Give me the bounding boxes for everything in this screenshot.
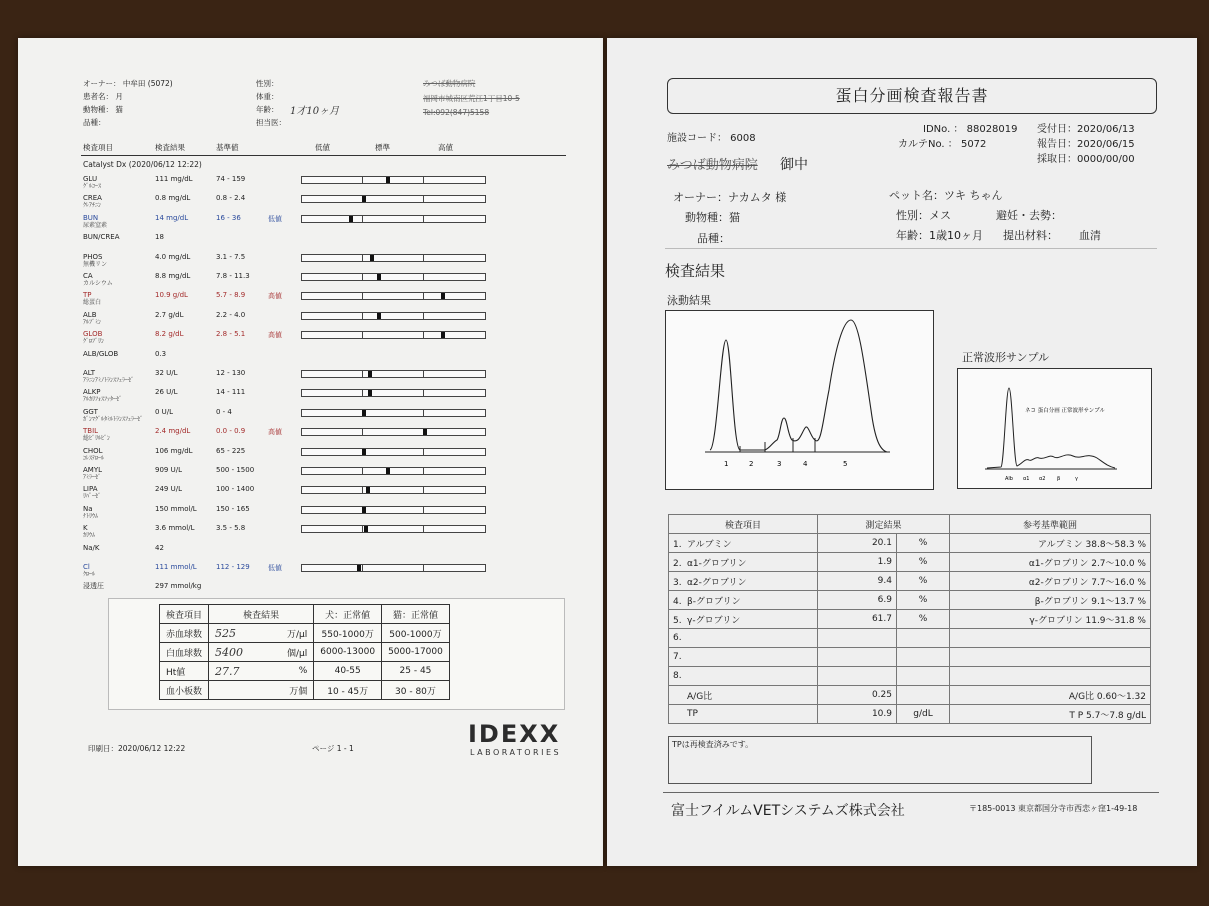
range-marker [357, 565, 361, 571]
range-marker [377, 274, 381, 280]
fraction-value [818, 629, 897, 648]
table-header: 参考基準範囲 [950, 515, 1151, 534]
range-marker [364, 526, 368, 532]
lab-reference: 2.8 - 5.1 [216, 330, 246, 339]
fraction-row [669, 667, 1151, 686]
sample-axis-label: Alb [1005, 476, 1013, 482]
cbc-item: 血小板数 [160, 681, 209, 700]
lab-reference: 0.0 - 0.9 [216, 427, 246, 436]
lab-item-name: Cl ｸﾛｰﾙ [83, 563, 96, 578]
sample-axis-label: α2 [1039, 476, 1046, 482]
cbc-cat-range: 30 - 80万 [382, 681, 450, 700]
lab-value: 10.9 g/dL [155, 291, 188, 300]
lab-reference: 7.8 - 11.3 [216, 272, 250, 280]
fraction-unit [897, 686, 950, 705]
protein-fraction-table [668, 514, 1151, 724]
normal-waveform-sample [957, 368, 1153, 490]
lab-reference: 500 - 1500 [216, 466, 255, 474]
peak-label: 3 [777, 460, 782, 468]
range-marker [370, 255, 374, 261]
lab-row [83, 233, 603, 253]
peak-label: 5 [843, 460, 848, 468]
species-field: 動物種： 猫 [83, 105, 123, 114]
range-marker [441, 332, 445, 338]
cbc-unit: % [281, 662, 314, 681]
pet-name-field: ペット名：ツキ ちゃん [889, 189, 1003, 202]
lab-reference: 14 - 111 [216, 388, 246, 397]
fraction-reference: γ-グロブリン 11.9～31.8 % [950, 610, 1151, 629]
range-marker [366, 487, 370, 493]
cbc-item: Ht値 [160, 662, 209, 681]
fraction-row [669, 686, 1151, 705]
lab-value: 8.8 mg/dL [155, 272, 191, 280]
range-bar [301, 389, 486, 397]
sample-frame [958, 369, 1152, 489]
range-bar [301, 215, 486, 223]
lab-value: 297 mmol/kg [155, 582, 202, 591]
lab-item-name: GLU ｸﾞﾙｺｰｽ [83, 175, 102, 190]
sample-caption: ネコ 蛋白分画 正常波形サンプル [1025, 408, 1106, 414]
owner-field: オーナー： 中牟田 (5072) [83, 79, 173, 88]
fraction-row [669, 572, 1151, 591]
results-heading: 検査結果 [665, 262, 726, 280]
lab-reference: 65 - 225 [216, 446, 246, 455]
lab-item-name: CA カルシウム [83, 272, 113, 287]
divider [665, 248, 1157, 249]
range-bar [301, 331, 486, 339]
lab-reference: 2.2 - 4.0 [216, 310, 246, 319]
lab-row [83, 524, 603, 544]
peak-label: 1 [724, 460, 729, 468]
fraction-unit [897, 667, 950, 686]
lab-reference: 0.8 - 2.4 [216, 194, 246, 203]
lab-flag: 高値 [268, 331, 282, 340]
owner-field: オーナー：ナカムタ 様 [673, 191, 787, 204]
page-number: ページ 1 - 1 [312, 744, 354, 753]
lab-value: 0.8 mg/dL [155, 194, 191, 203]
fraction-row [669, 705, 1151, 724]
chart-number: カルテNo. ： 5072 [898, 139, 987, 150]
fraction-item: 4. β-グロブリン [669, 591, 818, 610]
range-bar [301, 195, 486, 203]
lab-row [83, 291, 603, 311]
lab-reference: 100 - 1400 [216, 485, 255, 494]
peak-label: 2 [749, 460, 754, 468]
lab-value: 249 U/L [155, 485, 182, 494]
lab-flag: 高値 [268, 428, 282, 437]
lab-row [83, 253, 603, 273]
fraction-reference [950, 629, 1151, 648]
lab-row [83, 408, 603, 428]
species-field: 動物種：猫 [685, 211, 740, 224]
cbc-header: 猫：正常値 [382, 605, 450, 624]
fraction-value [818, 648, 897, 667]
electrophoresis-heading: 泳動結果 [667, 294, 711, 307]
lab-row [83, 214, 603, 234]
material-label: 提出材料： [1003, 229, 1058, 242]
range-bar [301, 409, 486, 417]
fraction-unit: % [897, 553, 950, 572]
idexx-report-sheet [18, 38, 603, 866]
range-bar [301, 273, 486, 281]
cbc-handwritten-value: 27.7 [209, 662, 282, 681]
header-rule [81, 155, 566, 156]
electrophoresis-chart [665, 310, 935, 490]
clinic-address: 福岡市城南区荒江1丁目10-5 [423, 94, 520, 103]
clinic-phone: Tel:092(847)5158 [423, 108, 490, 117]
cbc-row [160, 662, 450, 681]
fraction-unit: % [897, 610, 950, 629]
range-bar [301, 312, 486, 320]
range-marker [362, 507, 366, 513]
chart-frame [666, 311, 934, 490]
lab-row [83, 427, 603, 447]
fraction-reference [950, 667, 1151, 686]
range-marker [423, 429, 427, 435]
cbc-cat-range: 500-1000万 [382, 624, 450, 643]
table-header: 検査項目 [669, 515, 818, 534]
lab-value: 909 U/L [155, 466, 182, 474]
range-bar [301, 254, 486, 262]
range-marker [386, 177, 390, 183]
material-value: 血清 [1079, 229, 1101, 242]
cbc-header: 検査項目 [160, 605, 209, 624]
lab-item-name: 浸透圧 [83, 582, 104, 591]
lab-reference: 112 - 129 [216, 563, 250, 571]
cbc-handwritten-value: 525 [209, 624, 282, 643]
breed-field: 品種： [83, 118, 106, 127]
fraction-reference: A/G比 0.60～1.32 [950, 686, 1151, 705]
lab-reference: 74 - 159 [216, 175, 246, 183]
lab-row [83, 350, 603, 370]
fraction-item: 5. γ-グロブリン [669, 610, 818, 629]
lab-item-name: Na ﾅﾄﾘｳﾑ [83, 504, 99, 520]
lab-value: 111 mg/dL [155, 175, 193, 183]
lab-reference: 5.7 - 8.9 [216, 291, 246, 300]
cbc-row [160, 681, 450, 700]
lab-value: 150 mmol/L [155, 504, 197, 513]
lab-row [83, 272, 603, 292]
fraction-unit [897, 648, 950, 667]
fraction-reference [950, 648, 1151, 667]
lab-row [83, 311, 603, 331]
lab-flag: 低値 [268, 214, 282, 223]
lab-item-name: LIPA ﾘﾊﾟｰｾﾞ [83, 485, 102, 501]
cbc-item: 白血球数 [160, 643, 209, 662]
fraction-item: 1. アルブミン [669, 534, 818, 553]
lab-item-name: PHOS 無機リン [83, 252, 108, 268]
lab-item-name: K ｶﾘｳﾑ [83, 524, 96, 540]
fraction-value: 0.25 [818, 686, 897, 705]
cbc-dog-range: 6000-13000 [314, 643, 382, 662]
fraction-unit: % [897, 591, 950, 610]
lab-item-name: CHOL ｺﾚｽﾃﾛｰﾙ [83, 446, 105, 462]
range-marker [362, 196, 366, 202]
clinic-name: みつば動物病院 [423, 79, 476, 88]
comment-text: TPは再検査済みです。 [672, 740, 754, 749]
normal-sample-heading: 正常波形サンプル [962, 351, 1050, 364]
fraction-unit: % [897, 534, 950, 553]
fraction-item: 2. α1-グロブリン [669, 553, 818, 572]
lab-reference: 12 - 130 [216, 369, 246, 377]
table-header: 測定結果 [818, 515, 950, 534]
range-bar [301, 176, 486, 184]
fraction-value: 20.1 [818, 534, 897, 553]
fraction-reference: α1-グロブリン 2.7～10.0 % [950, 553, 1151, 572]
range-bar [301, 525, 486, 533]
fraction-row [669, 591, 1151, 610]
lab-value: 0 U/L [155, 407, 174, 416]
range-bar [301, 467, 486, 475]
fraction-value: 10.9 [818, 705, 897, 724]
lab-value: 42 [155, 543, 164, 552]
cbc-cat-range: 25 - 45 [382, 662, 450, 681]
lab-row [83, 388, 603, 408]
fraction-reference: T P 5.7～7.8 g/dL [950, 705, 1151, 724]
fraction-item: 3. α2-グロブリン [669, 572, 818, 591]
lab-reference: 150 - 165 [216, 504, 250, 513]
range-bar [301, 292, 486, 300]
lab-row [83, 466, 603, 486]
col-normal: 標準 [375, 143, 390, 152]
cbc-unit: 万個 [281, 681, 314, 700]
fraction-row [669, 648, 1151, 667]
weight-field: 体重： [256, 92, 279, 101]
fraction-row [669, 629, 1151, 648]
fraction-reference: アルブミン 38.8～58.3 % [950, 534, 1151, 553]
sample-axis-label: γ [1075, 476, 1078, 482]
lab-row [83, 544, 603, 564]
protein-electrophoresis-sheet [607, 38, 1197, 866]
cbc-item: 赤血球数 [160, 624, 209, 643]
fraction-reference: β-グロブリン 9.1～13.7 % [950, 591, 1151, 610]
facility-code: 施設コード： 6008 [667, 133, 756, 144]
cbc-handwritten-value: 5400 [209, 643, 282, 662]
lab-row [83, 330, 603, 350]
fraction-row [669, 553, 1151, 572]
lab-value: 32 U/L [155, 369, 178, 377]
fraction-value: 9.4 [818, 572, 897, 591]
footer-rule [663, 792, 1159, 793]
cbc-unit: 個/µl [281, 643, 314, 662]
fraction-unit: g/dL [897, 705, 950, 724]
idexx-logo: IDEXX [468, 720, 561, 748]
lab-value: 18 [155, 233, 164, 242]
range-marker [362, 410, 366, 416]
print-date: 印刷日：2020/06/12 12:22 [88, 744, 186, 753]
lab-item-name: ALKP ｱﾙｶﾘﾌｫｽﾌｧﾀｰｾﾞ [83, 388, 123, 404]
doctor-field: 担当医： [256, 118, 286, 127]
cbc-paste-slip [108, 598, 565, 710]
fraction-item: A/G比 [669, 686, 818, 705]
fraction-item: 8. [669, 667, 818, 686]
lab-value: 26 U/L [155, 388, 178, 397]
range-marker [368, 390, 372, 396]
lab-value: 14 mg/dL [155, 213, 189, 222]
cbc-unit: 万/µl [281, 624, 314, 643]
sex-field: 性別：メス [896, 209, 951, 222]
lab-row [83, 563, 603, 583]
fraction-value: 1.9 [818, 553, 897, 572]
range-marker [362, 449, 366, 455]
col-high: 高値 [438, 143, 453, 152]
lab-item-name: BUN 尿素窒素 [83, 213, 108, 229]
report-date: 報告日：2020/06/15 [1037, 139, 1135, 150]
breed-field: 品種： [697, 232, 730, 245]
lab-item-name: BUN/CREA [83, 233, 120, 242]
cbc-dog-range: 550-1000万 [314, 624, 382, 643]
cbc-row [160, 624, 450, 643]
lab-item-name: GLOB ｸﾞﾛﾌﾞﾘﾝ [83, 330, 105, 346]
lab-value: 3.6 mmol/L [155, 524, 195, 533]
lab-row [83, 175, 603, 195]
age-handwritten: 1才10ヶ月 [290, 106, 340, 117]
range-bar [301, 486, 486, 494]
fraction-value: 6.9 [818, 591, 897, 610]
lab-value: 2.4 mg/dL [155, 427, 191, 436]
lab-row [83, 447, 603, 467]
lab-reference: 16 - 36 [216, 213, 241, 222]
patient-field: 患者名： 月 [83, 92, 123, 101]
cbc-header: 検査結果 [209, 605, 314, 624]
comment-box [668, 736, 1092, 784]
range-marker [349, 216, 353, 222]
fraction-value [818, 667, 897, 686]
lab-row [83, 485, 603, 505]
cbc-cat-range: 5000-17000 [382, 643, 450, 662]
cbc-row [160, 643, 450, 662]
lab-item-name: TBIL 総ﾋﾞﾘﾙﾋﾞﾝ [83, 427, 111, 443]
fraction-item: TP [669, 705, 818, 724]
received-date: 受付日：2020/06/13 [1037, 124, 1135, 135]
lab-value: 4.0 mg/dL [155, 252, 191, 261]
onchu-label: 御中 [780, 157, 808, 173]
fraction-row [669, 610, 1151, 629]
lab-reference: 3.5 - 5.8 [216, 524, 246, 533]
neuter-field: 避妊・去勢： [996, 209, 1062, 222]
lab-item-name: ALB ｱﾙﾌﾞﾐﾝ [83, 310, 102, 326]
cbc-header: 犬：正常値 [314, 605, 382, 624]
range-marker [441, 293, 445, 299]
col-item: 検査項目 [83, 143, 113, 152]
lab-item-name: TP 総蛋白 [83, 291, 102, 307]
fraction-row [669, 534, 1151, 553]
lab-item-name: GGT ｶﾞﾝﾏｸﾞﾙﾀﾐﾙﾄﾗﾝｽﾌｪﾗｰｾﾞ [83, 407, 144, 423]
lab-value: 0.3 [155, 349, 167, 358]
report-title: 蛋白分画検査報告書 [667, 78, 1157, 114]
lab-item-name: ALB/GLOB [83, 349, 119, 358]
lab-item-name: Na/K [83, 543, 100, 552]
lab-row [83, 194, 603, 214]
col-ref: 基準値 [216, 143, 239, 152]
company-address: 〒185-0013 東京都国分寺市西恋ヶ窪1-49-18 [969, 804, 1138, 813]
lab-row [83, 505, 603, 525]
range-marker [377, 313, 381, 319]
fraction-item: 6. [669, 629, 818, 648]
fraction-item: 7. [669, 648, 818, 667]
range-bar [301, 448, 486, 456]
lab-value: 111 mmol/L [155, 563, 197, 571]
lab-row [83, 369, 603, 389]
range-bar [301, 428, 486, 436]
sex-field: 性別： [256, 79, 279, 88]
lab-value: 8.2 g/dL [155, 330, 184, 339]
clinic-name: みつば動物病院 [667, 158, 758, 173]
range-bar [301, 370, 486, 378]
id-number: IDNo. ： 88028019 [923, 124, 1018, 135]
cbc-dog-range: 10 - 45万 [314, 681, 382, 700]
lab-reference: 3.1 - 7.5 [216, 252, 246, 261]
range-bar [301, 564, 486, 572]
col-low: 低値 [315, 143, 330, 152]
fraction-unit: % [897, 572, 950, 591]
range-marker [368, 371, 372, 377]
lab-reference: 0 - 4 [216, 407, 232, 416]
cbc-table [159, 604, 450, 700]
age-field: 年齢： [256, 105, 279, 114]
lab-item-name: CREA ｸﾚｱﾁﾆﾝ [83, 194, 102, 210]
lab-item-name: AMYL ｱﾐﾗｰｾﾞ [83, 466, 103, 481]
cbc-dog-range: 40-55 [314, 662, 382, 681]
idexx-logo-sub: LABORATORIES [470, 748, 562, 757]
fraction-value: 61.7 [818, 610, 897, 629]
range-bar [301, 506, 486, 514]
col-result: 検査結果 [155, 143, 185, 152]
fraction-reference: α2-グロブリン 7.7～16.0 % [950, 572, 1151, 591]
range-marker [386, 468, 390, 474]
lab-value: 2.7 g/dL [155, 310, 184, 319]
analyzer-label: Catalyst Dx (2020/06/12 12:22) [83, 160, 202, 169]
lab-value: 106 mg/dL [155, 446, 193, 455]
lab-flag: 低値 [268, 564, 282, 572]
fraction-unit [897, 629, 950, 648]
cbc-handwritten-value [209, 681, 282, 700]
lab-flag: 高値 [268, 292, 282, 301]
peak-label: 4 [803, 460, 808, 468]
company-name: 富士フイルムVETシステムズ株式会社 [671, 803, 905, 819]
sample-axis-label: α1 [1023, 476, 1030, 482]
age-field: 年齢：1歳10ヶ月 [896, 229, 983, 242]
lab-item-name: ALT ｱﾗﾆﾝｱﾐﾉﾄﾗﾝｽﾌｪﾗｰｾﾞ [83, 369, 135, 384]
sample-axis-label: β [1057, 476, 1061, 482]
sample-date: 採取日：0000/00/00 [1037, 154, 1135, 165]
